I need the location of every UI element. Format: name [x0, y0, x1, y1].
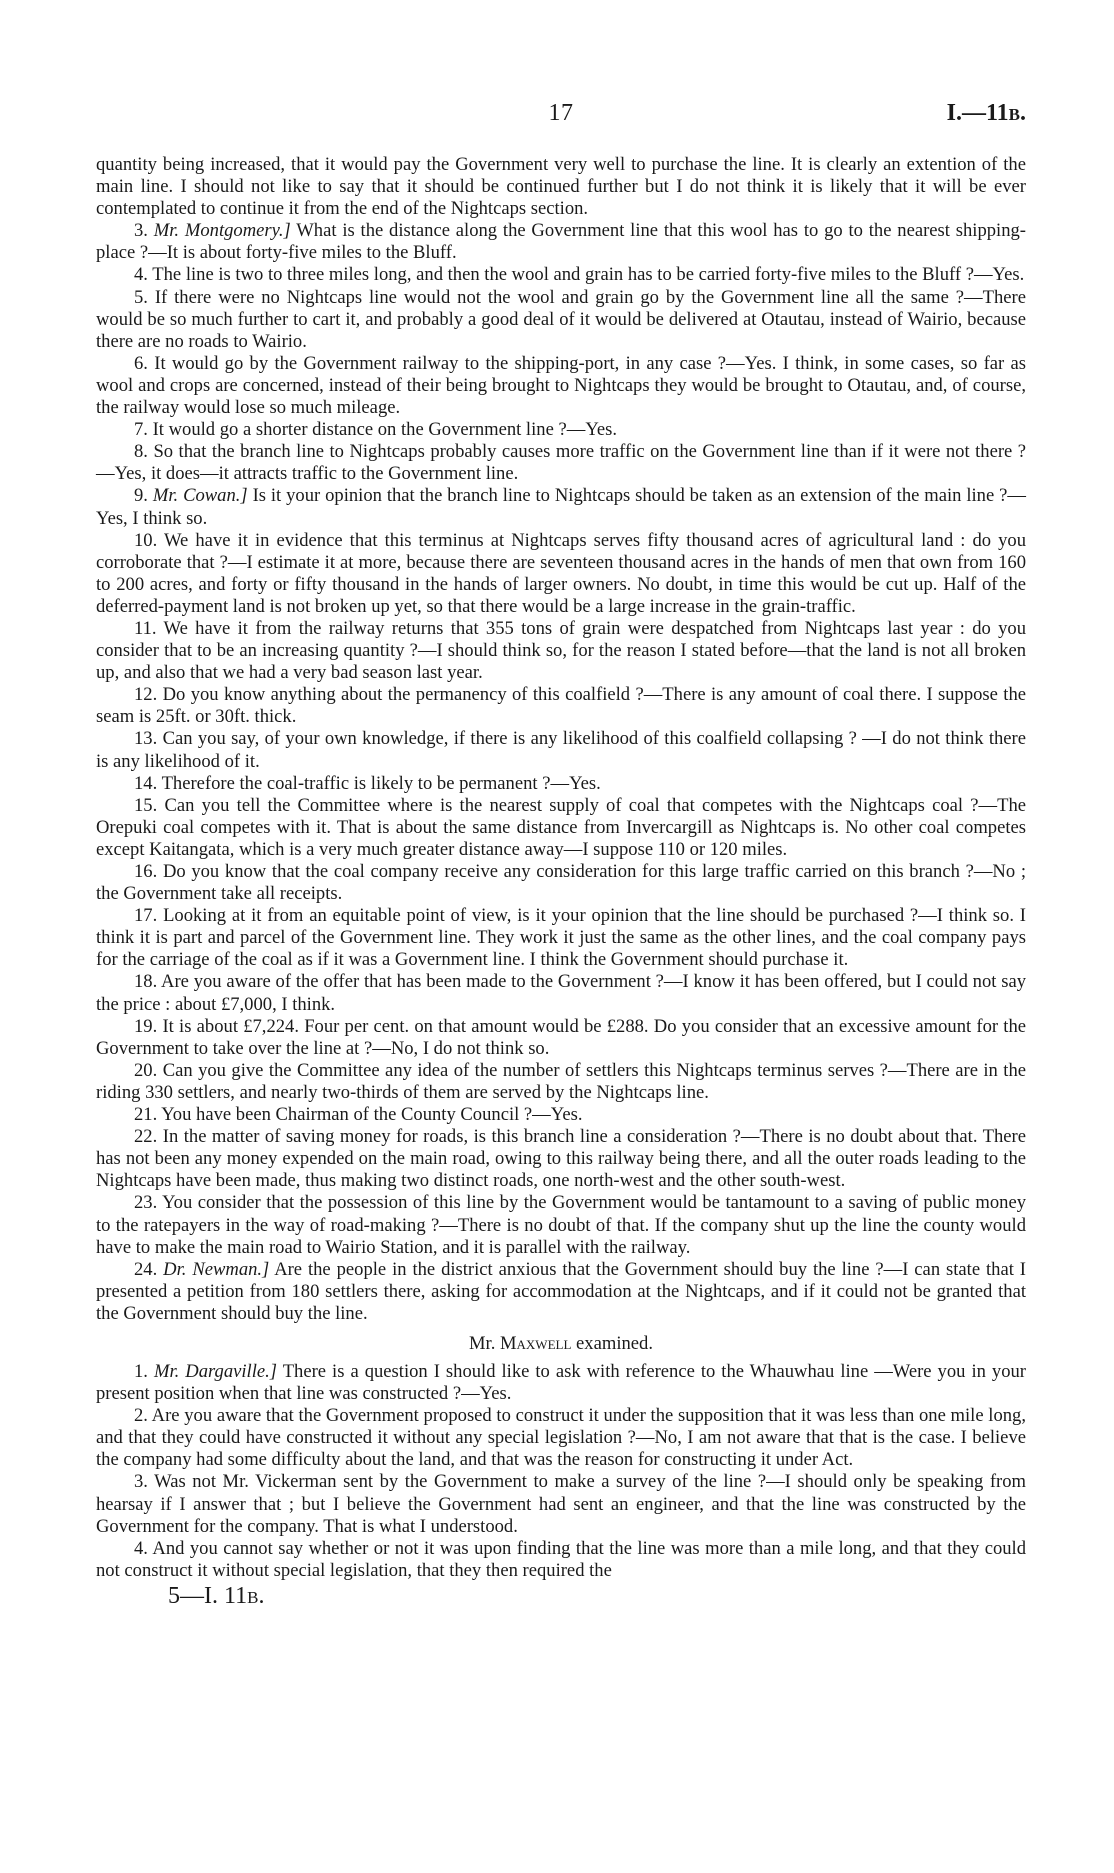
question-number: 10. — [134, 529, 158, 551]
paragraph-text: You consider that the possession of this line by the Government would be tantamount to a saving of public money to the ratepayers in the way of road-making ?—There is no doubt of that. If the company shut up the line the county would have to make the main road to Wairio Station, and it is parallel with the railway. — [96, 1192, 1026, 1258]
paragraph-text: Are the people in the district anxious that the Government should buy the line ?—I can state that I presented a petition from 180 settlers there, asking for accommodation at the Nightcaps, and if it could not be granted that the Government should buy the line. — [96, 1258, 1026, 1324]
paragraph-text: Looking at it from an equitable point of view, is it your opinion that the line should be purchased ?—I think so. I think it is part and parcel of the Government line. They work it just the same as the other lines, and the coal company pays for the carriage of the coal as if it was a Government line. I think the Government should purchase it. — [96, 905, 1026, 971]
paragraph-text: We have it in evidence that this terminus at Nightcaps serves fifty thousand acres of agricultural land : do you corroborate that ?—I estimate it at more, because there are seventeen thousand acres in the hands of men that own from 160 to 200 acres, and forty or fifty thousand in the hands of larger owners. No doubt, in time this would be cut up. Half of the deferred-payment land is not broken up yet, so that there would be a large increase in the grain-traffic. — [96, 529, 1027, 617]
evidence-paragraph — [96, 728, 1026, 772]
signature-suffix: b. — [247, 1582, 265, 1609]
evidence-paragraph — [96, 530, 1026, 618]
paragraph-text: You have been Chairman of the County Council ?—Yes. — [161, 1104, 583, 1126]
evidence-paragraph — [96, 1126, 1026, 1192]
section-suffix: examined. — [571, 1332, 653, 1354]
question-number: 12. — [134, 684, 158, 706]
signature-mark — [96, 1582, 1026, 1610]
question-number: 15. — [134, 794, 158, 816]
document-code-main: I.—11 — [946, 100, 1009, 126]
question-number: 4. — [134, 264, 148, 286]
paragraph-text: It is about £7,224. Four per cent. on that amount would be £288. Do you consider that an excessive amount for the Government to take over the line at ?—No, I do not think so. — [96, 1015, 1026, 1059]
evidence-paragraph — [96, 1060, 1026, 1104]
question-number: 1. — [134, 1360, 148, 1382]
evidence-paragraph — [96, 1259, 1026, 1325]
paragraph-text: Can you tell the Committee where is the nearest supply of coal that competes with the Nightcaps coal ?—The Orepuki coal competes with it. That is about the same distance from Invercargill as Nightcaps is. No other coal competes except Kaitangata, which is a very much greater distance away—I suppose 110 or 120 miles. — [96, 794, 1027, 860]
paragraph-text: What is the distance along the Government line that this wool has to go to the nearest shipping-place ?—It is about forty-five miles to the Bluff. — [96, 220, 1026, 264]
evidence-paragraphs — [96, 154, 1026, 1325]
paragraph-text: It would go a shorter distance on the Government line ?—Yes. — [152, 419, 618, 441]
document-code-suffix: b. — [1008, 100, 1026, 126]
section-heading — [96, 1333, 1026, 1355]
paragraph-text: Are you aware that the Government proposed to construct it under the supposition that it was less than one mile long, and that they could have constructed it without any special legislation ?—No, I am not aware that that is the case. I believe the company had some difficulty about the land, and that was the reason for constructing it under Act. — [96, 1405, 1026, 1471]
speaker-name: Mr. Cowan.] — [152, 485, 248, 507]
paragraph-text: Are you aware of the offer that has been made to the Government ?—I know it has been offered, but I could not say the price : about £7,000, I think. — [96, 971, 1026, 1015]
evidence-paragraph — [96, 684, 1026, 728]
evidence-paragraph — [96, 618, 1026, 684]
question-number: 13. — [134, 728, 158, 750]
evidence-paragraph — [96, 1016, 1026, 1060]
paragraph-text: In the matter of saving money for roads, is this branch line a consideration ?—There is no doubt about that. There has not been any money expended on the main road, owing to this railway being there, and all the outer roads leading to the Nightcaps have been made, thus making two distinct roads, one north-west and the other south-west. — [96, 1126, 1026, 1192]
speaker-name: Dr. Newman.] — [163, 1258, 270, 1280]
document-page — [96, 100, 1026, 1610]
question-number: 6. — [134, 352, 148, 374]
page-number: 17 — [548, 100, 574, 126]
section-name: Maxwell — [500, 1332, 572, 1354]
question-number: 18. — [134, 971, 158, 993]
question-number: 23. — [134, 1192, 158, 1214]
speaker-name: Mr. Montgomery.] — [153, 220, 291, 242]
evidence-paragraph — [96, 1361, 1026, 1405]
signature-main: 5—I. 11 — [168, 1582, 248, 1609]
question-number: 14. — [134, 772, 158, 794]
evidence-paragraph — [96, 419, 1026, 441]
evidence-paragraph — [96, 220, 1026, 264]
evidence-paragraph — [96, 264, 1026, 286]
evidence-paragraph — [96, 861, 1026, 905]
paragraph-text: It would go by the Government railway to the shipping-port, in any case ?—Yes. I think, in some cases, so far as wool and crops are concerned, instead of their being brought to Nightcaps they would be brought to Otautau, and, of course, the railway would lose so much mileage. — [96, 352, 1026, 419]
paragraph-text: Can you say, of your own knowledge, if there is any likelihood of this coalfield collapsing ? —I do not think there is any likelihood of it. — [96, 728, 1026, 772]
question-number: 22. — [134, 1126, 158, 1148]
question-number: 4. — [134, 1537, 148, 1559]
paragraph-text: We have it from the railway returns that 355 tons of grain were despatched from Nightcaps last year : do you consider that to be an increasing quantity ?—I should think so, for the reason I stated before—that the land is not all broken up, and also that we had a very bad season last year. — [96, 617, 1026, 684]
evidence-paragraph — [96, 154, 1026, 220]
paragraph-text: And you cannot say whether or not it was upon finding that the line was more than a mile long, and that they could not construct it without special legislation, that they then required the — [96, 1537, 1027, 1581]
paragraph-text: The line is two to three miles long, and then the wool and grain has to be carried forty-five miles to the Bluff ?—Yes. — [152, 264, 1025, 286]
paragraph-text: Can you give the Committee any idea of the number of settlers this Nightcaps terminus serves ?—There are in the riding 330 settlers, and nearly two-thirds of them are served by the Nightcaps line. — [96, 1059, 1026, 1103]
question-number: 3. — [134, 220, 148, 242]
paragraph-text: Do you know that the coal company receive any consideration for this large traffic carried on this branch ?—No ; the Government take all receipts. — [96, 861, 1026, 905]
evidence-paragraph — [96, 353, 1026, 419]
paragraph-text: quantity being increased, that it would pay the Government very well to purchase the line. It is clearly an extention of the main line. I should not like to say that it should be continued further but I do not think it is likely that it will be ever contemplated to continue it from the end of the Nightcaps section. — [96, 154, 1026, 220]
question-number: 5. — [134, 286, 148, 308]
paragraph-text: Is it your opinion that the branch line to Nightcaps should be taken as an extension of the main line ?—Yes, I think so. — [96, 485, 1026, 529]
evidence-paragraph — [96, 1192, 1026, 1258]
question-number: 21. — [134, 1104, 158, 1126]
evidence-paragraph — [96, 971, 1026, 1015]
evidence-paragraph — [96, 773, 1026, 795]
question-number: 7. — [134, 419, 148, 441]
question-number: 2. — [134, 1405, 148, 1427]
page-header — [96, 100, 1026, 136]
question-number: 24. — [134, 1258, 158, 1280]
paragraph-text: If there were no Nightcaps line would not the wool and grain go by the Government line all the same ?—There would be so much further to cart it, and probably a good deal of it would be delivered at Otautau, instead of Wairio, because there are no roads to Wairio. — [96, 286, 1026, 352]
paragraph-text: Was not Mr. Vickerman sent by the Government to make a survey of the line ?—I should only be speaking from hearsay if I answer that ; but I believe the Government had sent an engineer, and that the line was constructed by the Government for the company. That is what I understood. — [96, 1471, 1026, 1537]
document-code — [947, 100, 1026, 127]
section-prefix: Mr. — [469, 1332, 500, 1354]
question-number: 8. — [134, 441, 148, 463]
paragraph-text: So that the branch line to Nightcaps probably causes more traffic on the Government line than if it were not there ?—Yes, it does—it attracts traffic to the Government line. — [96, 441, 1026, 485]
question-number: 9. — [134, 485, 148, 507]
question-number: 3. — [134, 1471, 148, 1493]
speaker-name: Mr. Dargaville.] — [153, 1360, 278, 1382]
evidence-paragraph — [96, 441, 1026, 485]
evidence-paragraphs-maxwell — [96, 1361, 1026, 1582]
question-number: 20. — [134, 1059, 158, 1081]
evidence-paragraph — [96, 1471, 1026, 1537]
evidence-body — [96, 154, 1026, 1582]
evidence-paragraph — [96, 905, 1026, 971]
evidence-paragraph — [96, 1538, 1026, 1582]
question-number: 17. — [134, 905, 158, 927]
question-number: 11. — [134, 617, 157, 639]
question-number: 16. — [134, 861, 158, 882]
evidence-paragraph — [96, 795, 1026, 861]
paragraph-text: Do you know anything about the permanency of this coalfield ?—There is any amount of coal there. I suppose the seam is 25ft. or 30ft. thick. — [96, 684, 1026, 728]
paragraph-text: Therefore the coal-traffic is likely to be permanent ?—Yes. — [161, 772, 601, 794]
paragraph-text: There is a question I should like to ask with reference to the Whauwhau line —Were you in your present position when that line was constructed ?—Yes. — [96, 1360, 1026, 1405]
evidence-paragraph — [96, 485, 1026, 529]
question-number: 19. — [134, 1015, 158, 1037]
evidence-paragraph — [96, 1104, 1026, 1126]
evidence-paragraph — [96, 287, 1026, 353]
evidence-paragraph — [96, 1405, 1026, 1471]
